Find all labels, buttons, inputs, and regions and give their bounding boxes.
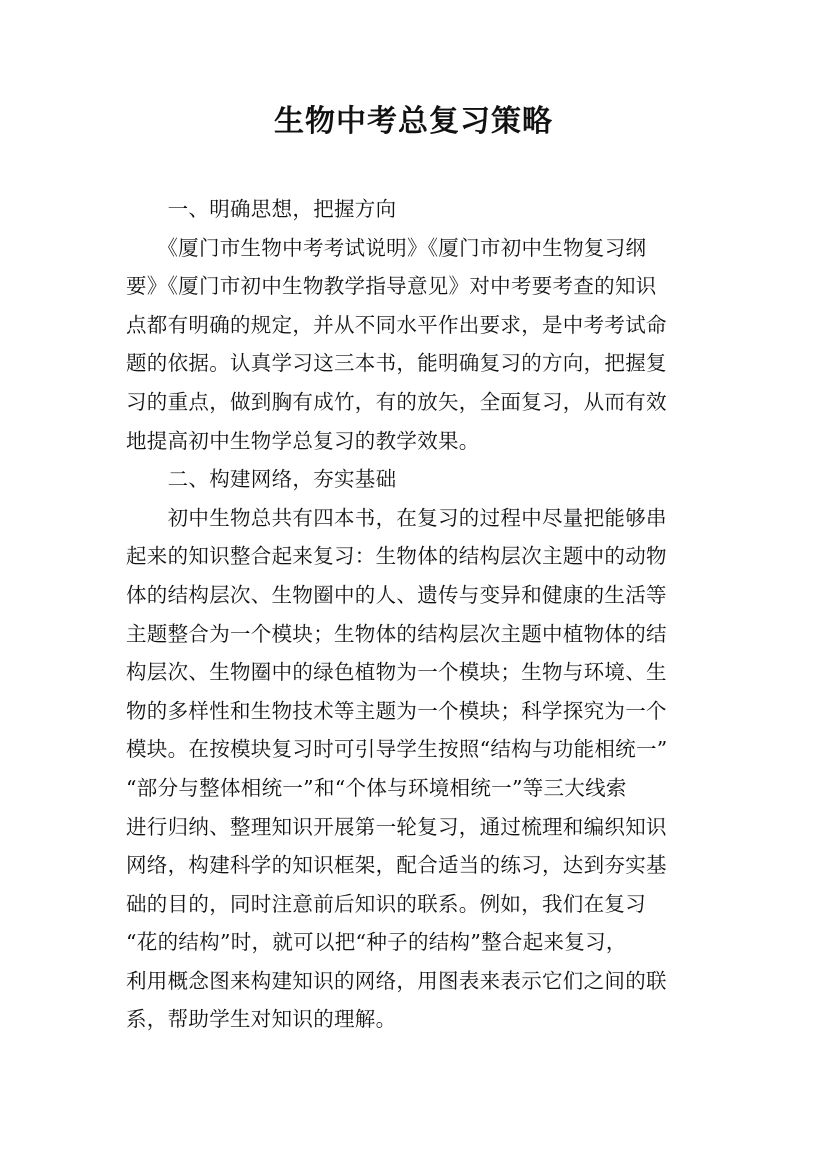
text-line: 点都有明确的规定，并从不同水平作出要求，是中考考试命 <box>126 312 667 337</box>
text-line: “花的结构”时，就可以把“种子的结构”整合起来复习， <box>126 930 627 955</box>
text-line: 《厦门市生物中考考试说明》《厦门市初中生物复习纲 <box>126 235 647 260</box>
text-line: 习的重点，做到胸有成竹，有的放矢，全面复习，从而有效 <box>126 389 667 414</box>
text-line: 构层次、生物圈中的绿色植物为一个模块；生物与环境、生 <box>126 660 667 685</box>
text-line: “部分与整体相统一”和“个体与环境相统一”等三大线索 <box>126 775 627 800</box>
text-line: 模块。在按模块复习时可引导学生按照“结构与功能相统一” <box>126 737 668 762</box>
text-line: 利用概念图来构建知识的网络，用图表来表示它们之间的联 <box>126 968 667 993</box>
text-line: 初中生物总共有四本书，在复习的过程中尽量把能够串 <box>126 505 667 530</box>
text-line: 一、明确思想，把握方向 <box>126 197 397 221</box>
text-line: 要》《厦门市初中生物教学指导意见》对中考要考查的知识 <box>126 274 657 299</box>
text-line: 础的目的，同时注意前后知识的联系。例如，我们在复习 <box>126 891 646 916</box>
text-line: 进行归纳、整理知识开展第一轮复习，通过梳理和编织知识 <box>126 814 667 839</box>
text-line: 物的多样性和生物技术等主题为一个模块；科学探究为一个 <box>126 698 667 723</box>
text-line: 题的依据。认真学习这三本书，能明确复习的方向，把握复 <box>126 351 667 376</box>
document-body <box>126 190 706 1039</box>
text-line: 系，帮助学生对知识的理解。 <box>126 1007 397 1032</box>
text-line: 地提高初中生物学总复习的教学效果。 <box>126 428 480 453</box>
text-line: 网络，构建科学的知识框架，配合适当的练习，达到夯实基 <box>126 853 667 878</box>
text-line: 体的结构层次、生物圈中的人、遗传与变异和健康的生活等 <box>126 582 667 607</box>
text-line: 主题整合为一个模块；生物体的结构层次主题中植物体的结 <box>126 621 667 646</box>
document-title: 生物中考总复习策略 <box>274 104 553 139</box>
text-line: 起来的知识整合起来复习：生物体的结构层次主题中的动物 <box>126 544 667 569</box>
text-line: 二、构建网络，夯实基础 <box>126 467 397 492</box>
